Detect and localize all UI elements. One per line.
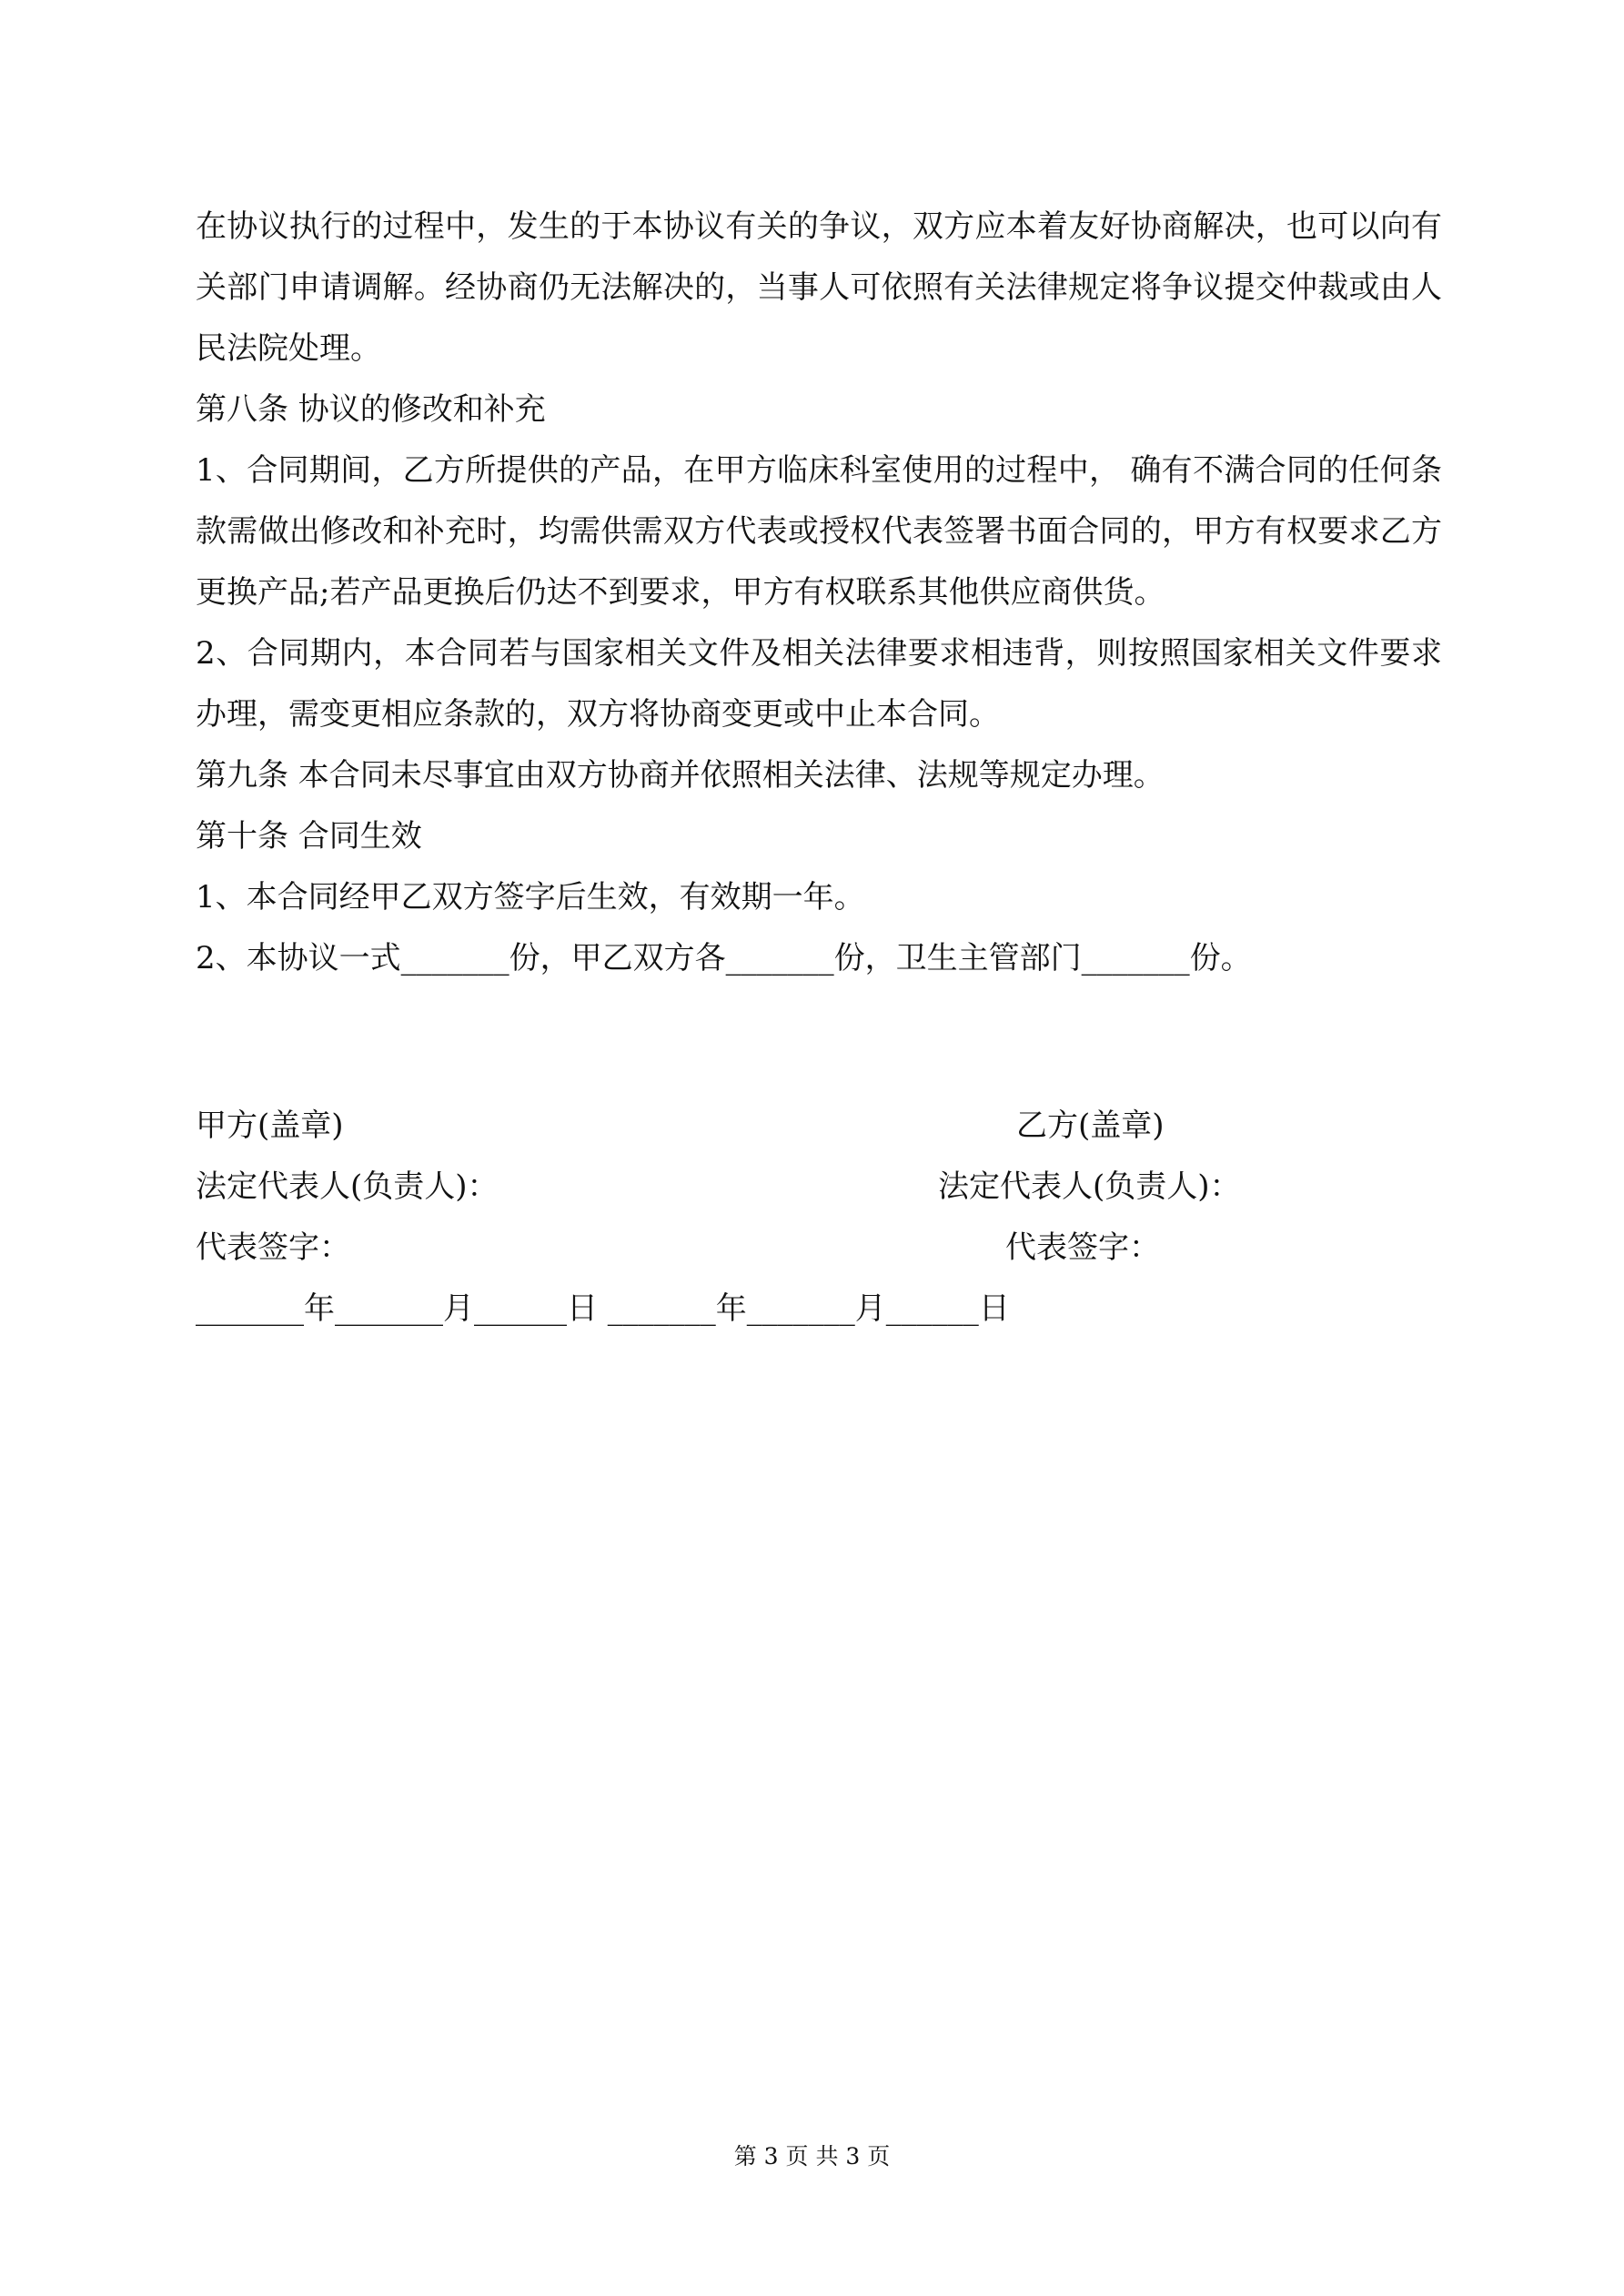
article-8-heading: 第八条 协议的修改和补充 xyxy=(196,391,546,428)
seal-row xyxy=(196,1096,1442,1157)
article-8-clause-2: 2、合同期内，本合同若与国家相关文件及相关法律要求相违背，则按照国家相关文件要求办理，需变更相应条款的，双方将协商变更或中止本合同。 xyxy=(196,635,1442,733)
article-8-clause-1: 1、合同期间，乙方所提供的产品，在甲方临床科室使用的过程中， 确有不满合同的任何条款需做出修改和补充时，均需供需双方代表或授权代表签署书面合同的，甲方有权要求乙方更换产品;若产品更换后仍达不到要求，甲方有权联系其他供应商供货。 xyxy=(196,452,1442,611)
article-10-clause-2: 2、本协议一式_______份，甲乙双方各_______份，卫生主管部门_______份。 xyxy=(196,940,1252,976)
legal-rep-row xyxy=(196,1157,1442,1218)
party-a-seal: 甲方(盖章) xyxy=(196,1108,344,1144)
party-a-rep-sign: 代表签字： xyxy=(196,1229,350,1266)
page-number: 第 3 页 共 3 页 xyxy=(733,2143,891,2170)
article-10-heading: 第十条 合同生效 xyxy=(196,818,422,855)
date-row xyxy=(196,1279,1442,1340)
signature-block xyxy=(196,1096,1442,1340)
article-10-clause-1: 1、本合同经甲乙双方签字后生效，有效期一年。 xyxy=(196,879,865,915)
party-b-seal: 乙方(盖章) xyxy=(1016,1108,1165,1144)
rep-sign-row xyxy=(196,1218,1442,1279)
party-b-legal-rep: 法定代表人(负责人)： xyxy=(938,1168,1241,1205)
dispute-resolution-paragraph: 在协议执行的过程中，发生的于本协议有关的争议，双方应本着友好协商解决，也可以向有关部门申请调解。经协商仍无法解决的，当事人可依照有关法律规定将争议提交仲裁或由人民法院处理。 xyxy=(196,208,1442,367)
date-line: _______年_______月______日 _______年_______月______日 xyxy=(196,1290,1010,1327)
article-9: 第九条 本合同未尽事宜由双方协商并依照相关法律、法规等规定办理。 xyxy=(196,757,1165,794)
party-a-legal-rep: 法定代表人(负责人)： xyxy=(196,1168,499,1205)
party-b-rep-sign: 代表签字： xyxy=(1005,1229,1160,1266)
contract-body xyxy=(196,197,1442,989)
